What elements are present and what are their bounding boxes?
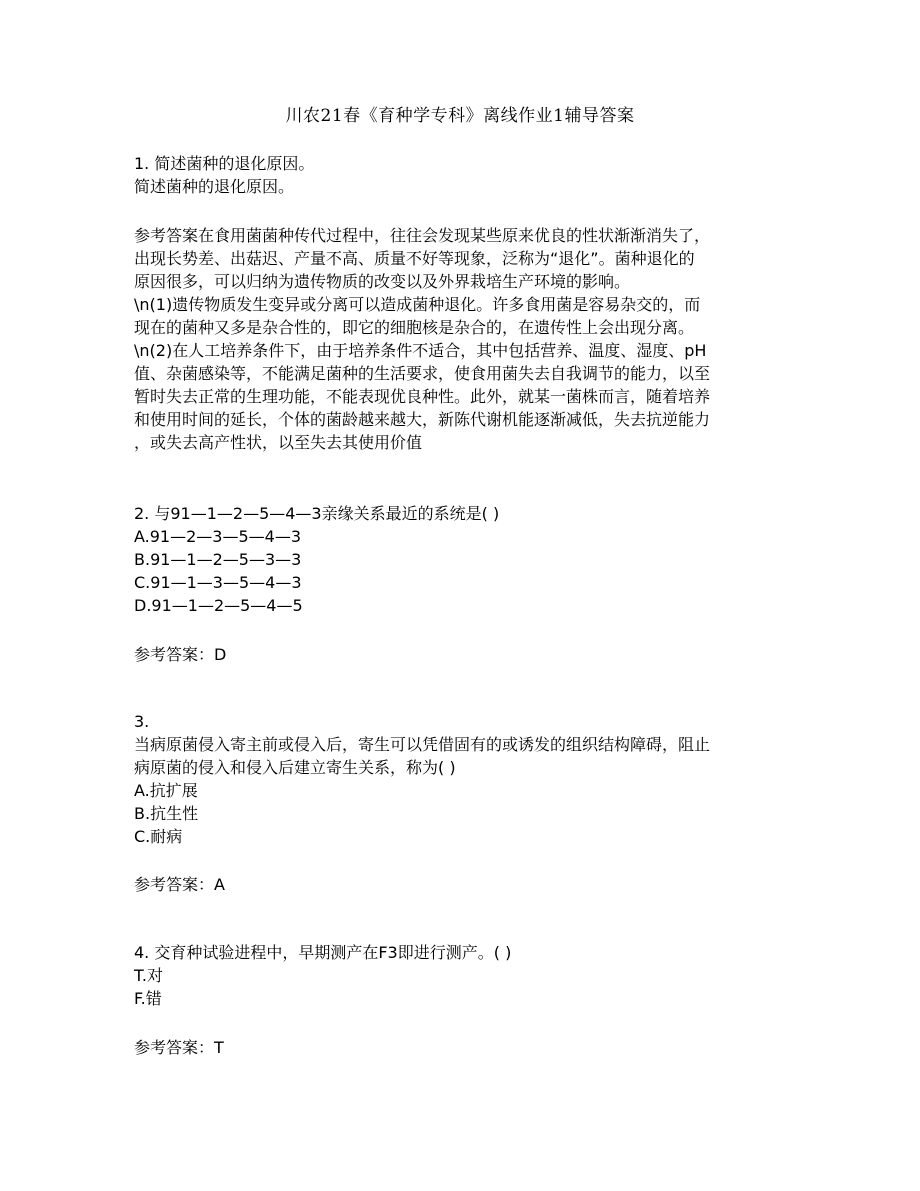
- q1-answer-line: 参考答案在食用菌菌种传代过程中，往往会发现某些原来优良的性状渐渐消失了，: [134, 226, 711, 245]
- q3-number: 3.: [134, 712, 150, 731]
- q2-option-c: C.91—1—3—5—4—3: [134, 573, 302, 592]
- q1-answer-line: 现在的菌种又多是杂合性的，即它的细胞核是杂合的，在遗传性上会出现分离。: [134, 318, 695, 337]
- q1-answer-line: 出现长势差、出菇迟、产量不高、质量不好等现象，泛称为“退化”。菌种退化的: [134, 249, 695, 268]
- q2-option-b: B.91—1—2—5—3—3: [134, 550, 302, 569]
- q1-heading: 1. 简述菌种的退化原因。: [134, 154, 315, 173]
- q3-answer: 参考答案：A: [134, 875, 225, 894]
- q3-question-line: 病原菌的侵入和侵入后建立寄生关系，称为( ): [134, 758, 456, 777]
- q1-answer-line: \n(1)遗传物质发生变异或分离可以造成菌种退化。许多食用菌是容易杂交的，而: [134, 295, 701, 314]
- q4-answer: 参考答案：T: [134, 1038, 224, 1057]
- q1-answer-line: ，或失去高产性状，以至失去其使用价值: [134, 433, 423, 452]
- q1-answer-line: 暂时失去正常的生理功能，不能表现优良种性。此外，就某一菌株而言，随着培养: [134, 387, 711, 406]
- q1-answer-line: \n(2)在人工培养条件下，由于培养条件不适合，其中包括营养、温度、湿度、pH: [134, 341, 707, 360]
- q3-option-b: B.抗生性: [134, 804, 199, 823]
- q1-answer-line: 和使用时间的延长，个体的菌龄越来越大，新陈代谢机能逐渐减低，失去抗逆能力: [134, 410, 711, 429]
- q4-option-t: T.对: [134, 966, 163, 985]
- q2-option-a: A.91—2—3—5—4—3: [134, 527, 302, 546]
- q1-prompt: 简述菌种的退化原因。: [134, 177, 295, 196]
- q2-answer: 参考答案：D: [134, 645, 227, 664]
- q3-option-a: A.抗扩展: [134, 781, 198, 800]
- q1-answer-line: 原因很多，可以归纳为遗传物质的改变以及外界栽培生产环境的影响。: [134, 272, 631, 291]
- q4-option-f: F.错: [134, 989, 162, 1008]
- q1-answer-line: 值、杂菌感染等，不能满足菌种的生活要求，使食用菌失去自我调节的能力，以至: [134, 364, 711, 383]
- document-title: 川农21春《育种学专科》离线作业1辅导答案: [285, 106, 635, 126]
- q4-heading: 4. 交育种试验进程中，早期测产在F3即进行测产。( ): [134, 943, 512, 962]
- q2-heading: 2. 与91—1—2—5—4—3亲缘关系最近的系统是( ): [134, 504, 500, 523]
- q3-question-line: 当病原菌侵入寄主前或侵入后，寄生可以凭借固有的或诱发的组织结构障碍，阻止: [134, 735, 711, 754]
- q2-option-d: D.91—1—2—5—4—5: [134, 596, 303, 615]
- q3-option-c: C.耐病: [134, 827, 183, 846]
